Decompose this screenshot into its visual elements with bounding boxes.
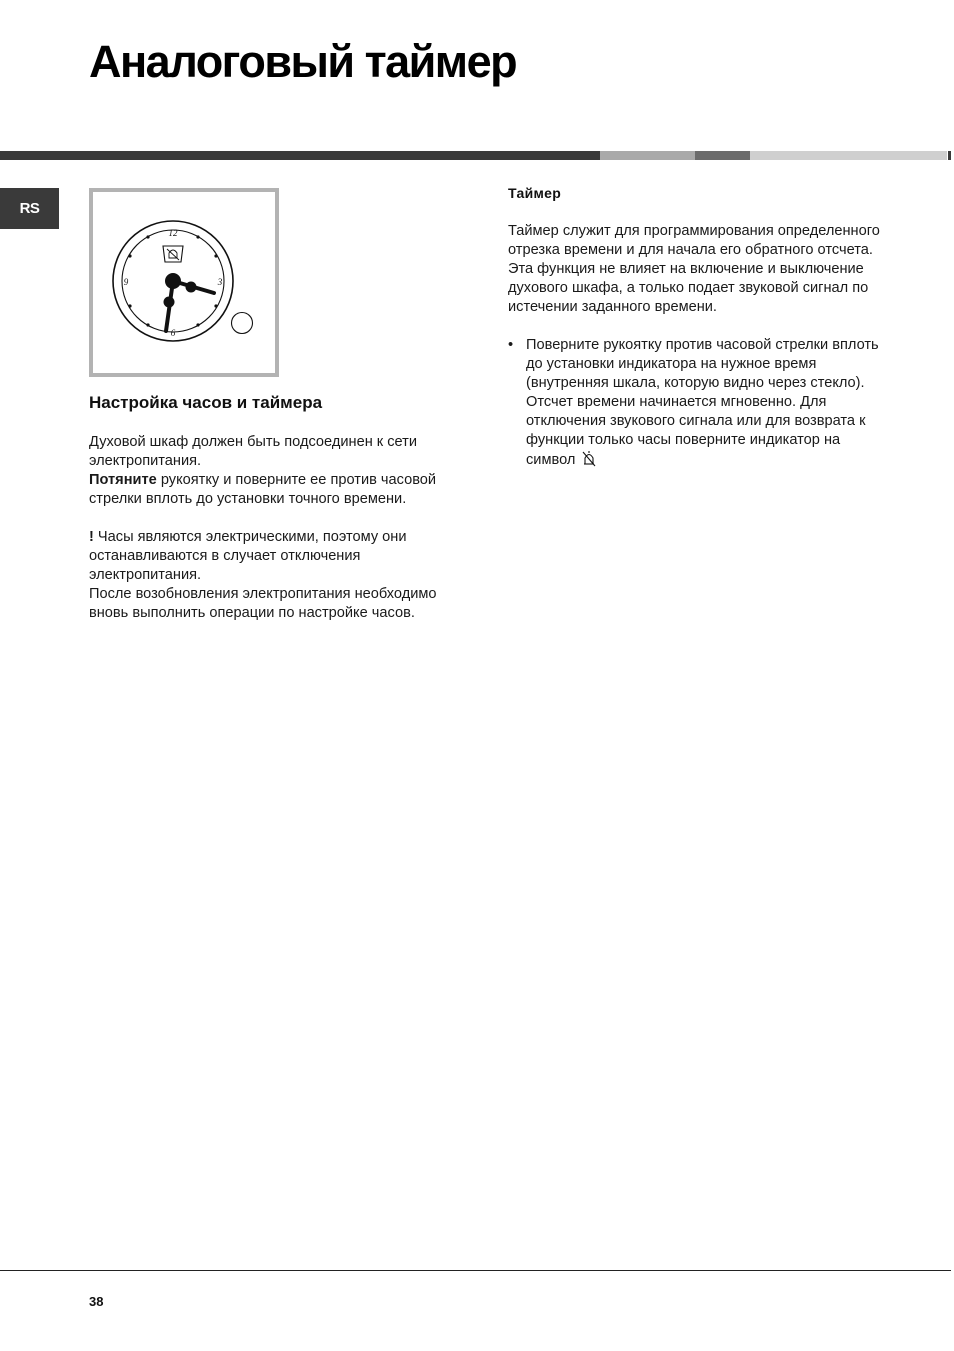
- clock-setup-text: [89, 433, 474, 623]
- page-number: 38: [89, 1294, 104, 1309]
- dial-number-9: 9: [123, 277, 129, 287]
- timer-para-1: Таймер служит для программирования определенного отрезка времени и для начала его обратного отсчета. Эта функция не влияет на включение и выключение духового шкафа, а только подает звуковой сигнал по истечении заданного времени.: [508, 223, 880, 315]
- header-bar-end: [948, 151, 951, 160]
- bell-off-icon: [582, 450, 596, 473]
- header-bar-light: [600, 151, 695, 160]
- header-bar-dark: [0, 151, 600, 160]
- timer-text: [508, 222, 888, 473]
- bullet-mark: •: [508, 337, 514, 353]
- clock-setup-para-1: Духовой шкаф должен быть подсоединен к сети электропитания.: [89, 434, 418, 469]
- timer-heading: Таймер: [508, 185, 562, 201]
- timer-figure: [89, 188, 279, 377]
- dial-number-12: 12: [168, 228, 178, 238]
- language-tab: RS: [0, 188, 59, 229]
- dial-number-3: 3: [217, 277, 223, 287]
- clock-setup-para-2-rest: рукоятку и поверните ее против часовой стрелки вплоть до установки точного времени.: [89, 472, 437, 507]
- pull-bold-word: Потяните: [89, 472, 157, 488]
- page-title: Аналоговый таймер: [89, 36, 517, 87]
- clock-setup-para-2: [89, 471, 474, 509]
- dial-number-6: 6: [170, 328, 176, 338]
- clock-setup-para-3: После возобновления электропитания необходимо вновь выполнить операции по настройке часов.: [89, 586, 437, 621]
- warning-mark: !: [89, 529, 94, 545]
- footer-rule: [0, 1270, 951, 1271]
- header-bar-pale: [750, 151, 947, 160]
- warning-note: [89, 528, 474, 585]
- timer-bullet: [508, 336, 888, 473]
- warning-text: Часы являются электрическими, поэтому они останавливаются в случает отключения электропитания.: [89, 529, 407, 583]
- header-bar-mid: [695, 151, 750, 160]
- analog-timer-clock-icon: [93, 192, 275, 373]
- timer-bullet-text: Поверните рукоятку против часовой стрелки вплоть до установки индикатора на нужное время (внутренняя шкала, которую видно через стекло). Отсчет времени начинается мгновенно. Для отключения звукового сигнала или для возврата к функции только часы поверните индикатор на символ: [526, 337, 879, 468]
- clock-setup-heading: Настройка часов и таймера: [89, 393, 323, 412]
